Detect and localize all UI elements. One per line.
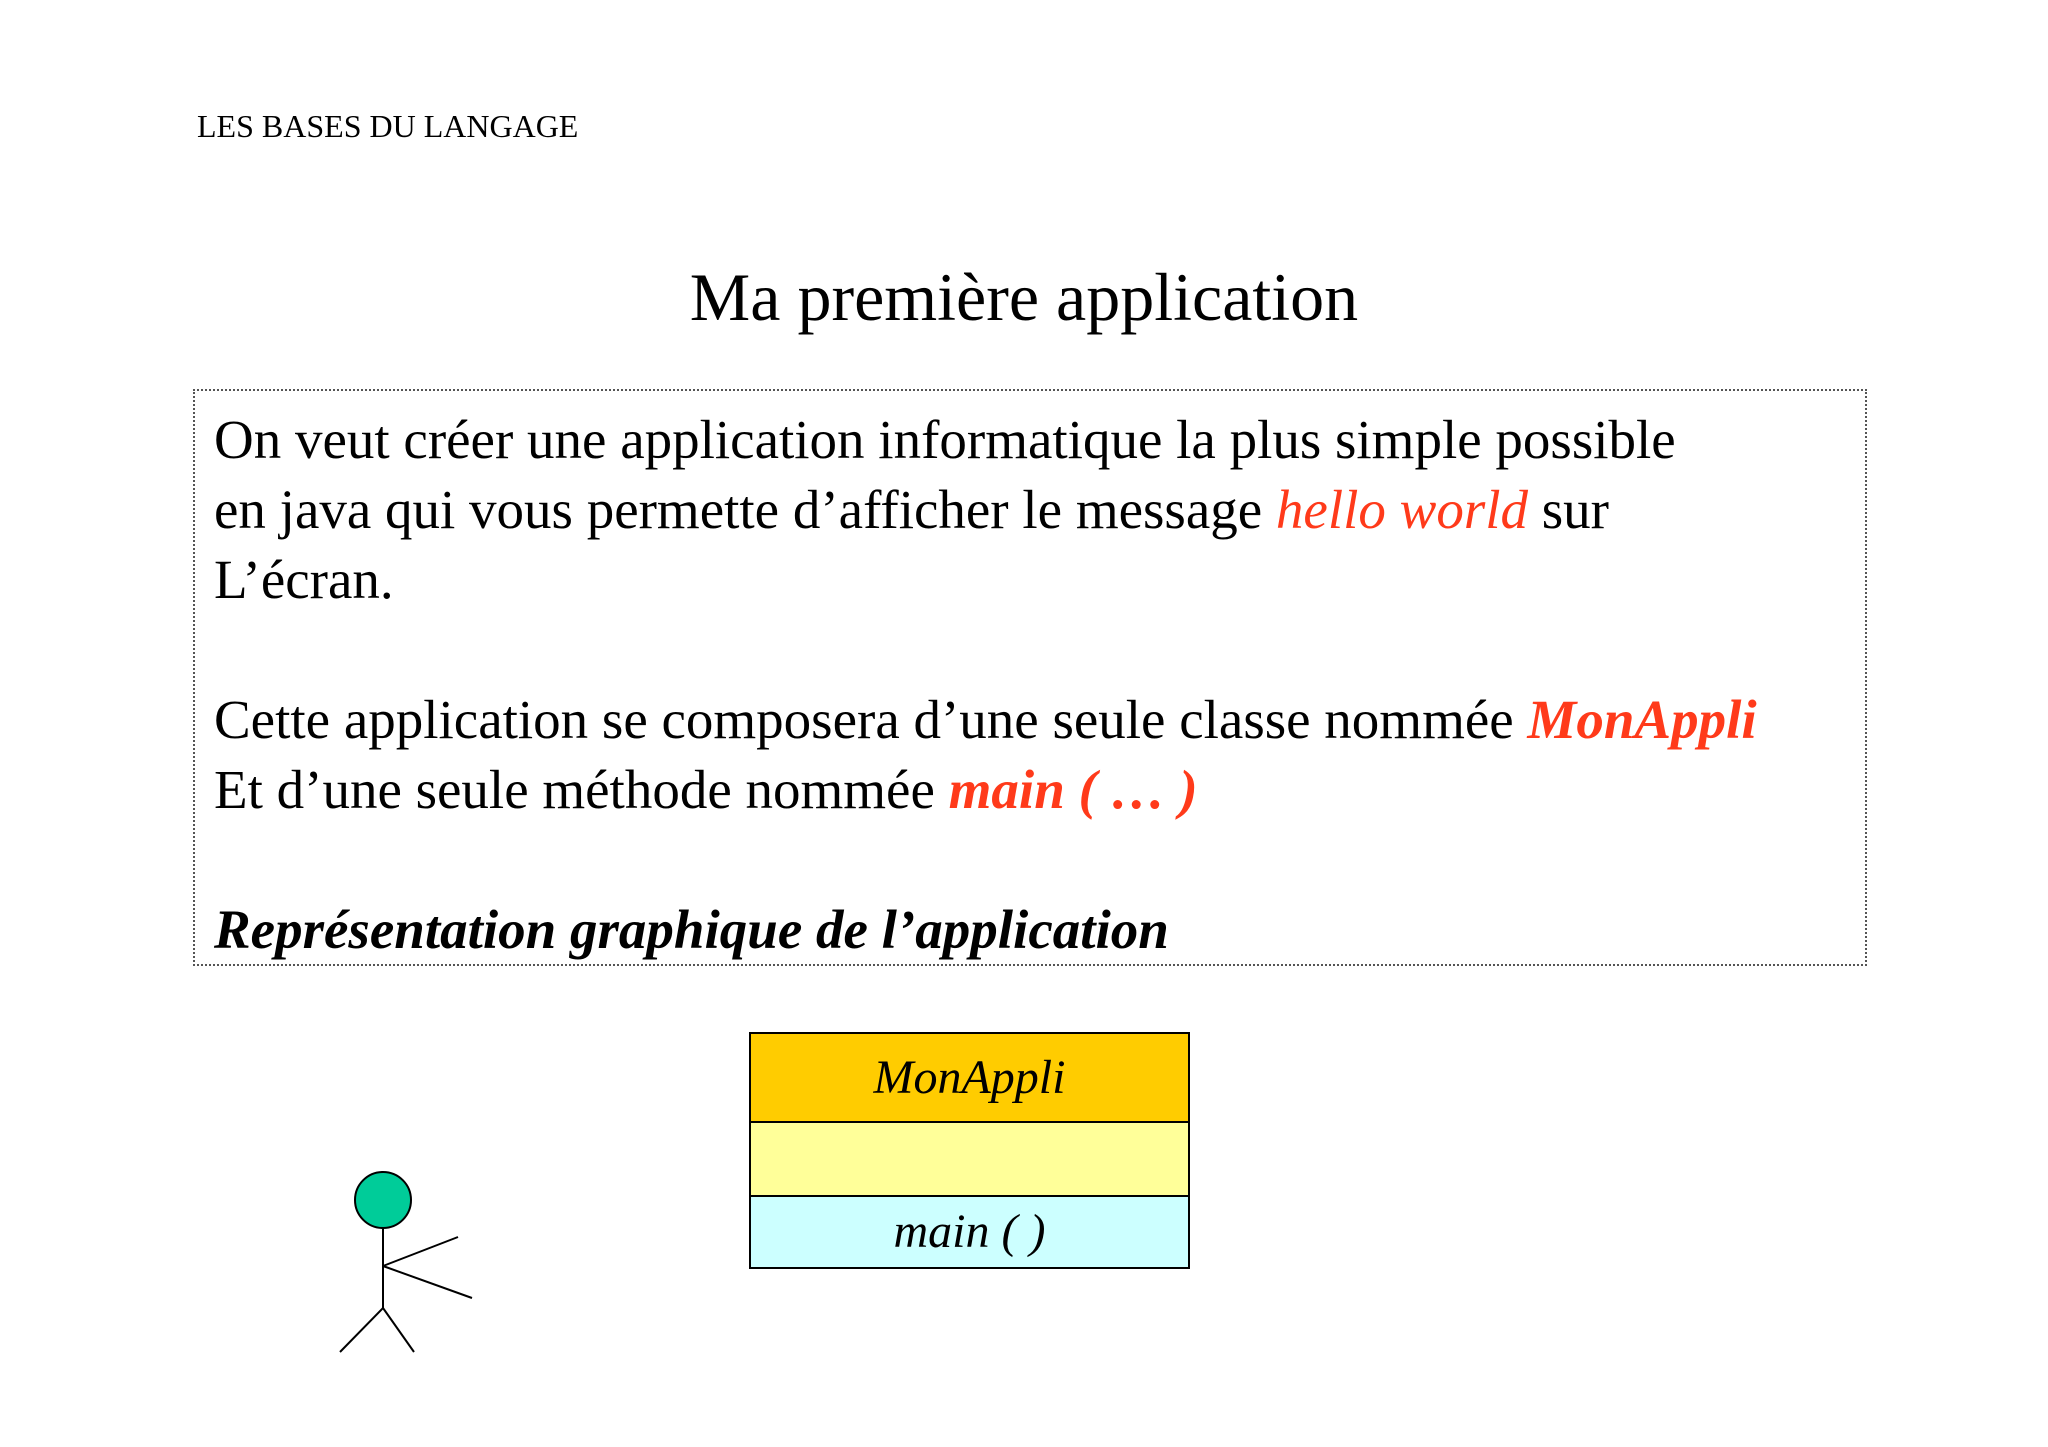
slide-title: Ma première application bbox=[689, 259, 1359, 335]
paragraph-2-line-2 bbox=[214, 755, 1757, 825]
actor-head-icon bbox=[355, 1172, 411, 1228]
header-label: LES BASES DU LANGAGE bbox=[197, 108, 579, 144]
method-name-highlight: main ( … ) bbox=[948, 759, 1198, 820]
uml-class-methods: main ( ) bbox=[751, 1197, 1188, 1267]
hello-world-highlight: hello world bbox=[1275, 479, 1528, 540]
actor-leg-left bbox=[340, 1308, 383, 1352]
paragraph-1-line-3: L’écran. bbox=[214, 549, 394, 610]
paragraph-1-line-2-post: sur bbox=[1528, 479, 1609, 540]
class-name-highlight: MonAppli bbox=[1527, 689, 1757, 750]
paragraph-1-line-2 bbox=[214, 475, 1757, 545]
uml-class-name: MonAppli bbox=[751, 1034, 1188, 1123]
actor-arm-lower bbox=[383, 1266, 472, 1298]
blank-line bbox=[214, 825, 1757, 895]
actor-leg-right bbox=[383, 1308, 414, 1352]
paragraph-2-line-2-pre: Et d’une seule méthode nommée bbox=[214, 759, 949, 820]
paragraph-1-line-1: On veut créer une application informatique la plus simple possible bbox=[214, 409, 1676, 470]
paragraph-2-line-1 bbox=[214, 685, 1757, 755]
actor-arm-upper bbox=[383, 1237, 458, 1266]
actor-stick-figure-icon bbox=[330, 1170, 480, 1355]
blank-line bbox=[214, 615, 1757, 685]
section-heading: Représentation graphique de l’application bbox=[214, 899, 1169, 960]
content-box bbox=[193, 389, 1867, 966]
uml-class-box bbox=[749, 1032, 1190, 1269]
uml-class-attributes bbox=[751, 1123, 1188, 1197]
paragraph-2-line-1-pre: Cette application se composera d’une seule classe nommée bbox=[214, 689, 1528, 750]
paragraph-1-line-2-pre: en java qui vous permette d’afficher le message bbox=[214, 479, 1276, 540]
content-text bbox=[214, 405, 1757, 965]
